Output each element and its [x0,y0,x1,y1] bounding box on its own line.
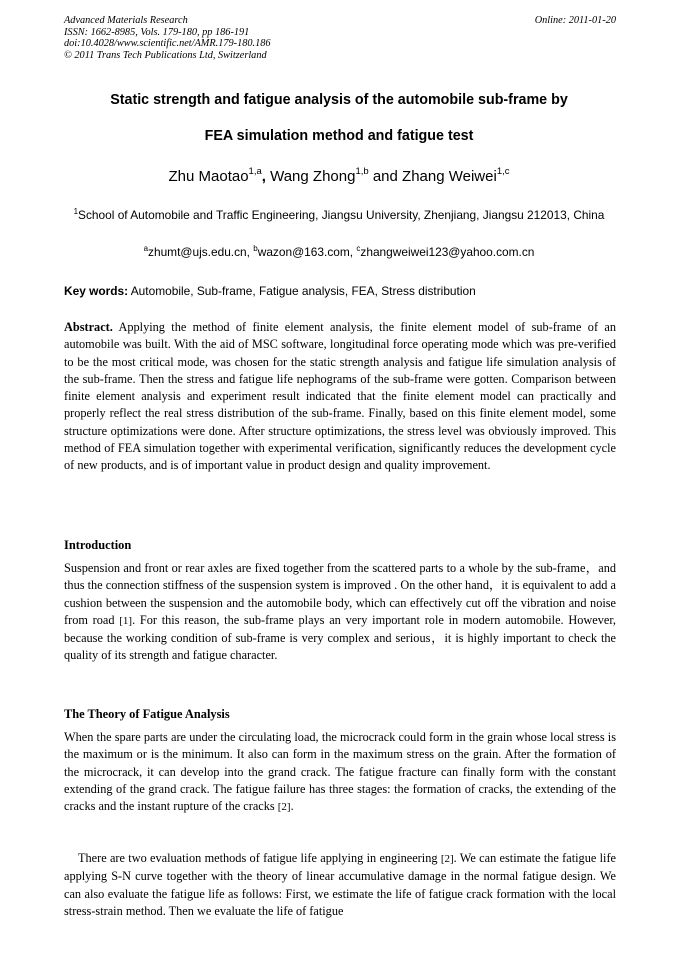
affiliation-marker: 1 [73,207,79,216]
fatigue-p1-text: When the spare parts are under the circulating load, the microcrack could form in the grain whose local stress is the maximum or is the minimum. It also can form in the maximum stress on the grain. After the formation of the microcrack, it can develop into the grand crack. The fatigue fracture can finally form with the constant extending of the grand crack. The fatigue failure has three stages: the formation of cracks, the extending of the cracks and the instant rupture of the cracks [64,730,616,813]
introduction-paragraph [64,560,616,665]
citation-ref: [2] [277,801,291,813]
issn-line: ISSN: 1662-8985, Vols. 179-180, pp 186-191 [64,26,250,38]
email-marker-b: b [253,244,258,253]
fatigue-p2-text-b: . We can estimate the fatigue life applying S-N curve together with the theory of linear accumulative damage in the normal fatigue design. We can also evaluate the fatigue life as follows: First, we estimate the life of fatigue crack formation with the local stress-strain method. Then we evaluate the life of fatigue [64,851,616,918]
fatigue-p2-text-a: There are two evaluation methods of fatigue life applying in engineering [78,851,441,865]
paper-title-line-1: Static strength and fatigue analysis of the automobile sub-frame by [110,92,568,108]
introduction-heading: Introduction [64,538,132,552]
keywords-text: Automobile, Sub-frame, Fatigue analysis, FEA, Stress distribution [128,284,476,298]
fatigue-paragraph-2 [64,850,616,920]
citation-ref: [2] [440,853,454,865]
author-3-affil: 1,c [496,166,510,177]
email-b: wazon@163.com, [257,244,357,259]
fatigue-p1-end: . [290,799,294,813]
keywords [64,284,616,298]
copyright-line: © 2011 Trans Tech Publications Ltd, Switzerland [64,49,267,61]
author-1: Zhu Maotao [168,168,249,185]
affiliation-text: School of Automobile and Traffic Engineering, Jiangsu University, Zhenjiang, Jiangsu 212013, China [78,207,605,222]
journal-name: Advanced Materials Research [64,15,188,26]
abstract-text: Applying the method of finite element analysis, the finite element model of sub-frame of an automobile was built. With the aid of MSC software, longitudinal force operating mode which was pre-verified to be the most critical mode, was chosen for the static strength analysis and fatigue life simulation analysis of the sub-frame. Then the stress and fatigue life nephograms of the sub-frame were gotten. Comparison between finite element analysis and experiment result indicated that the finite element model can practically and properly reflect the real stress distribution of the sub-frame. Finally, based on this finite element model, some structure optimizations were done. After structure optimizations, the stress level was obviously improved. This method of FEA simulation together with experimental verification, significantly reduces the development cycle of new products, and is of important value in product design and quality improvement. [64,320,616,472]
email-c: zhangweiwei123@yahoo.com.cn [360,244,535,259]
author-2-affil: 1,b [355,166,369,177]
keywords-label: Key words: [64,284,129,298]
abstract-label: Abstract. [64,320,113,334]
email-a: zhumt@ujs.edu.cn, [148,244,254,259]
citation-ref: [1] [119,614,133,627]
email-marker-c: c [356,244,361,253]
affiliation [60,203,618,224]
fatigue-paragraph-1 [64,729,616,816]
author-separator: , [261,168,271,185]
author-list [0,167,678,185]
doi-line: doi:10.4028/www.scientific.net/AMR.179-180.186 [64,38,271,50]
author-2: Wang Zhong [270,168,356,185]
paper-title-line-2: FEA simulation method and fatigue test [204,128,474,144]
online-date: Online: 2011-01-20 [534,15,616,26]
author-separator: and [368,168,403,185]
email-marker-a: a [143,244,149,253]
intro-text-b: . For this reason, the sub-frame plays an very important role in modern automobile. However, because the working condition of sub-frame is very complex and serious，it is highly important to check the quality of its strength and fatigue character. [64,612,616,663]
intro-text-a: Suspension and front or rear axles are fixed together from the scattered parts to a whole by the sub-frame，and thus the connection stiffness of the suspension system is improved . On the other hand，it is equivalent to add a cushion between the suspension and the automobile body, which can effectively cut off the vibration and noise from road [64,561,616,627]
author-emails [0,244,678,259]
abstract [64,319,616,474]
author-3: Zhang Weiwei [402,168,497,185]
fatigue-theory-heading: The Theory of Fatigue Analysis [64,707,230,721]
publication-header [64,15,616,61]
author-1-affil: 1,a [248,166,262,177]
